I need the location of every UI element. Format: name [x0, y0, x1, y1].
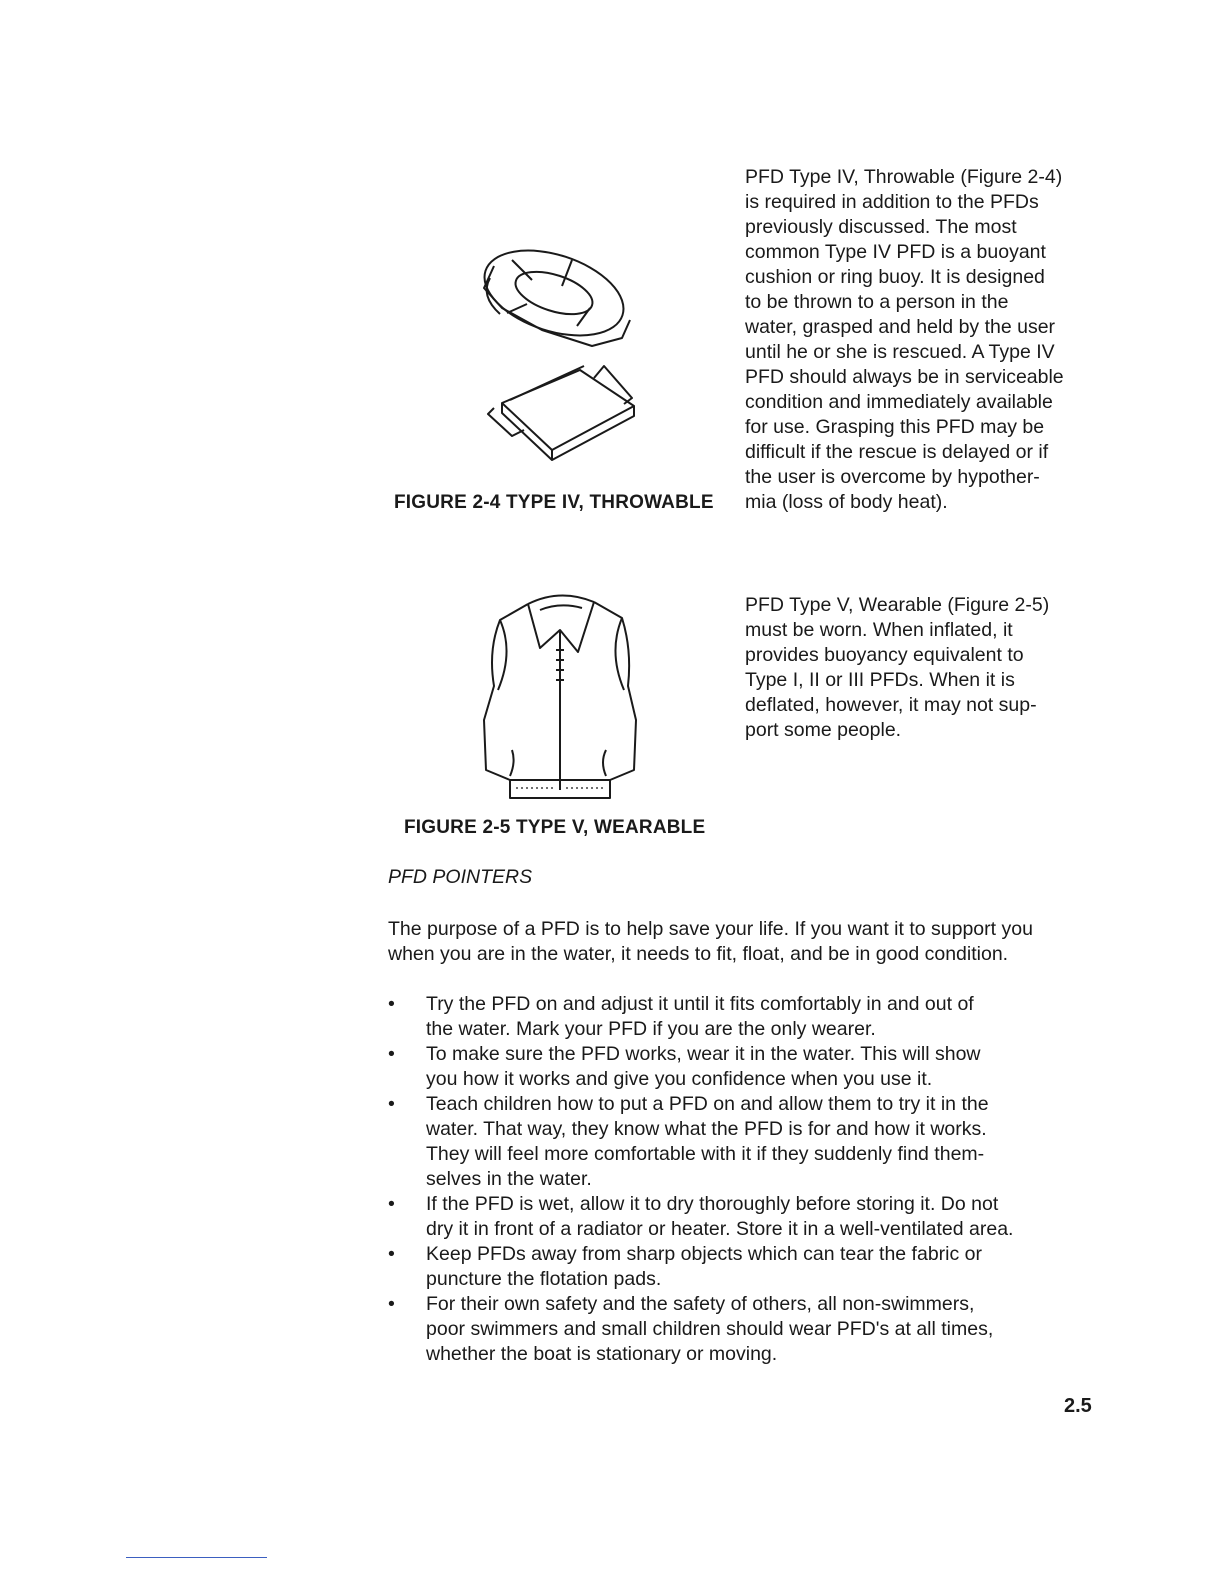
text-line: water. That way, they know what the PFD is for and how it works. — [426, 1118, 987, 1140]
text-line: puncture the flotation pads. — [426, 1268, 662, 1290]
text-line: provides buoyancy equivalent to — [745, 644, 1024, 666]
text-line: the user is overcome by hypother- — [745, 466, 1040, 488]
text-line: For their own safety and the safety of others, all non-swimmers, — [426, 1293, 975, 1315]
type-v-description — [745, 593, 1049, 743]
list-item — [388, 1242, 1108, 1292]
list-item — [388, 1192, 1108, 1242]
text-line: difficult if the rescue is delayed or if — [745, 441, 1049, 463]
bullet-icon: • — [388, 1293, 395, 1315]
bullet-icon: • — [388, 1043, 395, 1065]
wearable-pfd-vest-illustration — [480, 590, 640, 805]
text-line: you how it works and give you confidence when you use it. — [426, 1068, 933, 1090]
text-line: Teach children how to put a PFD on and allow them to try it in the — [426, 1093, 989, 1115]
text-line: common Type IV PFD is a buoyant — [745, 241, 1046, 263]
text-line: Try the PFD on and adjust it until it fits comfortably in and out of — [426, 993, 974, 1015]
text-line: If the PFD is wet, allow it to dry thoroughly before storing it. Do not — [426, 1193, 999, 1215]
text-line: when you are in the water, it needs to fit, float, and be in good condition. — [388, 943, 1009, 965]
pointers-intro — [388, 917, 1033, 967]
text-line: cushion or ring buoy. It is designed — [745, 266, 1045, 288]
text-line: PFD Type IV, Throwable (Figure 2-4) — [745, 166, 1063, 188]
text-line: mia (loss of body heat). — [745, 491, 948, 513]
list-item — [388, 992, 1108, 1042]
text-line: condition and immediately available — [745, 391, 1053, 413]
text-line: They will feel more comfortable with it if they suddenly find them- — [426, 1143, 985, 1165]
footer-rule — [126, 1557, 267, 1558]
text-line: Keep PFDs away from sharp objects which can tear the fabric or — [426, 1243, 982, 1265]
figure-2-5-caption: FIGURE 2-5 TYPE V, WEARABLE — [404, 817, 706, 838]
type-iv-description — [745, 165, 1064, 515]
bullet-icon: • — [388, 1093, 395, 1115]
text-line: to be thrown to a person in the — [745, 291, 1009, 313]
text-line: poor swimmers and small children should wear PFD's at all times, — [426, 1318, 994, 1340]
throwable-pfd-illustration — [472, 238, 642, 463]
text-line: whether the boat is stationary or moving. — [426, 1343, 778, 1365]
text-line: water, grasped and held by the user — [745, 316, 1056, 338]
text-line: must be worn. When inflated, it — [745, 619, 1013, 641]
bullet-icon: • — [388, 1243, 395, 1265]
text-line: the water. Mark your PFD if you are the only wearer. — [426, 1018, 876, 1040]
text-line: dry it in front of a radiator or heater. Store it in a well-ventilated area. — [426, 1218, 1014, 1240]
text-line: PFD should always be in serviceable — [745, 366, 1064, 388]
text-line: To make sure the PFD works, wear it in the water. This will show — [426, 1043, 981, 1065]
text-line: is required in addition to the PFDs — [745, 191, 1039, 213]
figure-2-4-caption: FIGURE 2-4 TYPE IV, THROWABLE — [394, 492, 714, 513]
text-line: for use. Grasping this PFD may be — [745, 416, 1045, 438]
list-item — [388, 1092, 1108, 1192]
page-number: 2.5 — [1064, 1395, 1092, 1417]
text-line: PFD Type V, Wearable (Figure 2-5) — [745, 594, 1050, 616]
list-item — [388, 1042, 1108, 1092]
text-line: previously discussed. The most — [745, 216, 1017, 238]
text-line: selves in the water. — [426, 1168, 592, 1190]
text-line: Type I, II or III PFDs. When it is — [745, 669, 1015, 691]
section-heading: PFD POINTERS — [388, 866, 533, 888]
pointers-list — [388, 992, 1108, 1367]
text-line: until he or she is rescued. A Type IV — [745, 341, 1055, 363]
bullet-icon: • — [388, 1193, 395, 1215]
list-item — [388, 1292, 1108, 1367]
bullet-icon: • — [388, 993, 395, 1015]
text-line: deflated, however, it may not sup- — [745, 694, 1037, 716]
text-line: The purpose of a PFD is to help save your life. If you want it to support you — [388, 918, 1033, 940]
text-line: port some people. — [745, 719, 902, 741]
